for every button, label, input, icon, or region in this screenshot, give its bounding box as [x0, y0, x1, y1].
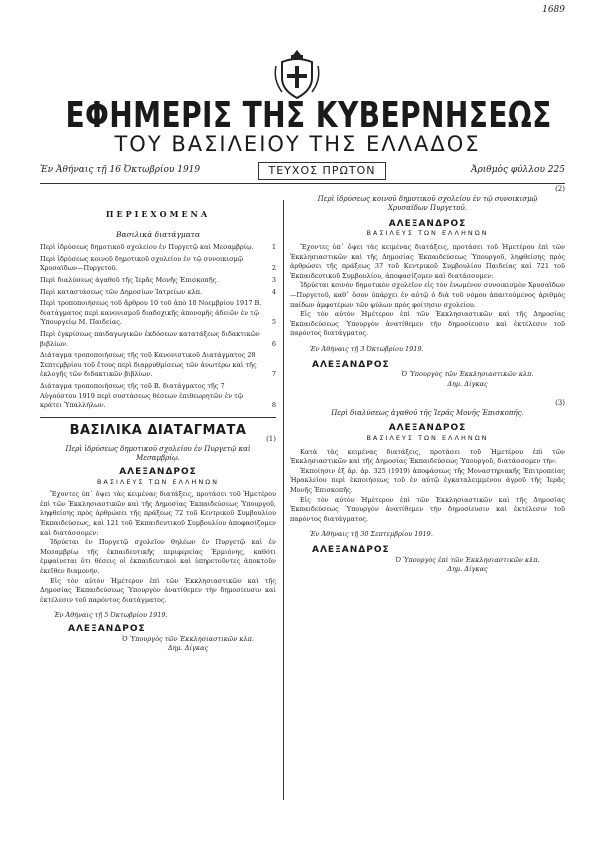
issue-date: Ἐν Ἀθήναις τῇ 16 Ὀκτωβρίου 1919 [40, 165, 201, 175]
signature-king: ΑΛΕΞΑΝΔΡΟΣ [312, 359, 390, 370]
toc-item: Διάταγμα τροποποιήσεως τῆς τοῦ Κανονιστικοῦ Διατάγματος 28 Σεπτεμβρίου τοῦ ἔτους περὶ διαρρυθμίσεως τῶν ἀνωτέρω καὶ τῆς ἐκλογῆς τῶν διδακτικῶν βιβλίων. 7 [40, 351, 276, 379]
decree-paragraph: Κατὰ τὰς κειμένας διατάξεις, προτάσει τοῦ Ἡμετέρου ἐπὶ τῶν Ἐκκλησιαστικῶν καὶ τῆς Δημοσίας Ἐκπαιδεύσεως Ὑπουργοῦ, διατάσσομεν τὴν: [290, 447, 565, 466]
minister-title: Ὁ Ὑπουργὸς τῶν Ἐκκλησιαστικῶν κλπ. [122, 634, 254, 643]
minister-name: Δημ. Δίγκας [447, 565, 488, 574]
decree-title: Περὶ ἱδρύσεως κοινοῦ δημοτικοῦ σχολείου ἐν τῷ συνοικισμῷ Χρυσαϊδων Πυργετοῦ. [317, 194, 538, 213]
decree-paragraph: Ἔχοντες ὑπ᾽ ὄψει τὰς κειμένας διατάξεις, προτάσει τοῦ Ἡμετέρου ἐπὶ τῶν Ἐκκλησιαστικῶν καὶ τῆς Δημοσίας Ἐκπαιδεύσεως Ὑπουργοῦ, ληφθείσης πρὸς ἀρθρώσει τῆς πράξεως 37 τοῦ Κεντρικοῦ Συμβουλίου Παιδείας καὶ 721 τοῦ Ἐκπαιδευτικοῦ Συμβουλίου, ἀποφασίζομεν καὶ διατάσσομεν: [290, 242, 565, 280]
decree-paragraph: Ἐκποίησιν ἐξ ἀρ. ἀρ. 325 (1919) ἀποφάσεως τῆς Μοναστηριακῆς Ἐπιτροπείας Ἡρακλείου περὶ ἐκποιήσεως τοῦ ἐν αὐτῷ ἐγκαταλειμμένου ἀγροῦ τῆς Ἱερᾶς Μονῆς Ἐπισκοπῆς. [290, 466, 565, 495]
toc-item: Περὶ καταστάσεως τῶν Δημοσίων Ἰατρείων κλπ. 4 [40, 287, 276, 296]
kingdom-line: ΒΑΣΙΛΕΥΣ ΤΩΝ ΕΛΛΗΝΩΝ [366, 434, 489, 443]
toc [40, 210, 276, 411]
king-name: ΑΛΕΞΑΝΔΡΟΣ [119, 467, 197, 478]
toc-item: Περὶ ἱδρύσεως κοινοῦ δημοτικοῦ σχολείου ἐν τῷ συνοικισμῷ Χρυσαϊδων—Πυργετοῦ. 2 [40, 254, 276, 273]
decree-title: Περὶ ἱδρύσεως δημοτικοῦ σχολείου ἐν Πυργετῷ καὶ Μεσαμβρίῳ. [65, 444, 251, 463]
decree-date: Ἐν Ἀθήναις τῇ 30 Σεπτεμβρίου 1919. [310, 530, 433, 539]
sheet-number: Ἀριθμὸς φύλλου 225 [470, 165, 565, 175]
column-divider [283, 200, 284, 800]
king-name: ΑΛΕΞΑΝΔΡΟΣ [388, 423, 467, 434]
decree-paragraph: Ἱδρύεται κοινὸν δημοτικὸν σχολεῖον εἰς τὸν ἑνωμένον συνοικισμὸν Χρυσαϊδων—Πυργετοῦ, καθ᾽ ὅσον ὑπάρχει ἐν αὐτῷ ὁ διὰ τοῦ νόμου ἀπαιτούμενος ἀριθμὸς παίδων ἀμφοτέρων τῶν φύλων πρὸς φοίτησιν σχολείου. [290, 281, 565, 309]
decree-paragraph: Ἔχοντες ὑπ᾽ ὄψει τὰς κειμένας διατάξεις, προτάσει τοῦ Ἡμετέρου ἐπὶ τῶν Ἐκκλησιαστικῶν καὶ τῆς Δημοσίας Ἐκπαιδεύσεως Ὑπουργοῦ, ληφθείσης πρὸς ἀρθρώσει τῆς πράξεως 72 τοῦ Κεντρικοῦ Συμβουλίου Ἐκπαιδεύσεως, καὶ 121 τοῦ Ἐκπαιδευτικοῦ Συμβουλίου ἀποφασίζομεν καὶ διατάσσομεν: [40, 490, 276, 537]
signature-king: ΑΛΕΞΑΝΔΡΟΣ [68, 623, 146, 634]
header-rule [40, 183, 565, 184]
toc-title: ΠΕΡΙΕΧΟΜΕΝΑ [105, 209, 211, 219]
minister-title: Ὁ Ὑπουργὸς ἐπὶ τῶν Ἐκκλησιαστικῶν κλπ. [395, 555, 540, 564]
toc-item: Περὶ τροποποιήσεως τοῦ ἄρθρου 10 τοῦ ἀπὸ 10 Νοεμβρίου 1917 Β. διατάγματος περὶ κανονισμοῦ διαδοχικῆς ἀπονομῆς ἀδειῶν ἐν τῷ Ὑπουργείῳ Μ. Παιδείας. 5 [40, 299, 276, 327]
decree-title: Περὶ διαλύσεως ἀγαθοῦ τῆς Ἱερᾶς Μονῆς Ἐπισκοπῆς. [331, 408, 524, 417]
decree-paragraph: Ἱδρύεται ἐν Πυργετῷ σχολεῖον θηλέων ἐν Πυργετῷ καὶ ἐν Μεσαμβρίῳ τῆς ἐκπαιδευτικῆς περιφερείας Ἐρμιόνης, καθότι ἐμφαίνεται ὅτι θέσεις οἱ ἐκπαιδευτικοὶ καὶ ὑπηρετοῦντες ἀποκτοῦν ἐκεῖθεν διαμονήν. [40, 538, 276, 575]
page-number: 1689 [542, 5, 565, 15]
signature-king: ΑΛΕΞΑΝΔΡΟΣ [312, 545, 390, 555]
section-title: ΒΑΣΙΛΙΚΑ ΔΙΑΤΑΓΜΑΤΑ [69, 422, 247, 438]
decree-paragraph: Εἰς τὸν αὐτὸν Ἡμέτερον ἐπὶ τῶν Ἐκκλησιαστικῶν καὶ τῆς Δημοσίας Ἐκπαιδεύσεως Ὑπουργὸν ἀνατίθεμεν τὴν δημοσίευσιν καὶ ἐκτέλεσιν τοῦ παρόντος διατάγματος. [290, 495, 565, 523]
toc-subtitle: Βασιλικὰ διατάγματα [115, 229, 201, 239]
royal-coat-of-arms-icon [272, 48, 322, 100]
decree-date: Ἐν Ἀθήναις τῇ 3 Ὀκτωβρίου 1919. [310, 344, 424, 353]
decree-number: (1) [266, 435, 276, 444]
toc-item: Περὶ ἱδρύσεως δημοτικοῦ σχολείου ἐν Πυργετῷ καὶ Μεσαμβρίῳ. 1 [40, 243, 276, 252]
decree-paragraph: Εἰς τὸν αὐτὸν Ἡμέτερον ἐπὶ τῶν Ἐκκλησιαστικῶν καὶ τῆς Δημοσίας Ἐκπαιδεύσεως Ὑπουργὸν ἀνατίθεμεν τὴν δημοσίευσιν καὶ ἐκτέλεσιν τοῦ παρόντος διατάγματος. [40, 576, 276, 604]
minister-title: Ὁ Ὑπουργὸς τῶν Ἐκκλησιαστικῶν κλπ. [401, 370, 534, 379]
decree-number: (2) [555, 185, 565, 193]
minister-name: Δημ. Δίγκας [167, 644, 209, 653]
left-column [40, 210, 276, 654]
right-column [290, 185, 565, 575]
section-rule [40, 417, 276, 418]
issue-series: ΤΕΥΧΟΣ ΠΡΩΤΟΝ [258, 162, 386, 180]
decree-date: Ἐν Ἀθήναις τῇ 5 Ὀκτωβρίου 1919. [54, 611, 168, 620]
minister-name: Δημ. Δίγκας [447, 379, 488, 388]
king-name: ΑΛΕΞΑΝΔΡΟΣ [388, 218, 467, 229]
kingdom-line: ΒΑΣΙΛΕΥΣ ΤΩΝ ΕΛΛΗΝΩΝ [96, 477, 220, 486]
issue-info-row [40, 163, 565, 179]
decree-paragraph: Εἰς τὸν αὐτὸν Ἡμέτερον ἐπὶ τῶν Ἐκκλησιαστικῶν καὶ τῆς Δημοσίας Ἐκπαιδεύσεως Ὑπουργὸν ἀνατίθεμεν τὴν δημοσίευσιν καὶ ἐκτέλεσιν τοῦ παρόντος διατάγματος. [290, 310, 565, 338]
kingdom-line: ΒΑΣΙΛΕΥΣ ΤΩΝ ΕΛΛΗΝΩΝ [366, 229, 489, 238]
masthead-subtitle: ΤΟΥ ΒΑΣΙΛΕΙΟΥ ΤΗΣ ΕΛΛΑΔΟΣ [114, 132, 481, 156]
decree-number: (3) [555, 399, 565, 408]
toc-item: Διάταγμα τροποποιήσεως τῆς τοῦ Β. διατάγματος τῆς 7 Αὐγούστου 1919 περὶ συστάσεως θέσεων ἐπιθεωρητῶν ἐν τῷ κράτει Ὑπαλλήλων. 8 [40, 381, 276, 410]
toc-item: Περὶ διαλύσεως ἀγαθοῦ τῆς Ἱερᾶς Μονῆς Ἐπισκοπῆς. 3 [40, 275, 276, 284]
masthead-title: ΕΦΗΜΕΡΙΣ ΤΗΣ ΚΥΒΕΡΝΗΣΕΩΣ [65, 95, 552, 136]
toc-item: Περὶ ἐγκρίσεως παιδαγωγικῶν ἐκδόσεων κατατάξεως διδακτικῶν βιβλίων. 6 [40, 329, 276, 348]
